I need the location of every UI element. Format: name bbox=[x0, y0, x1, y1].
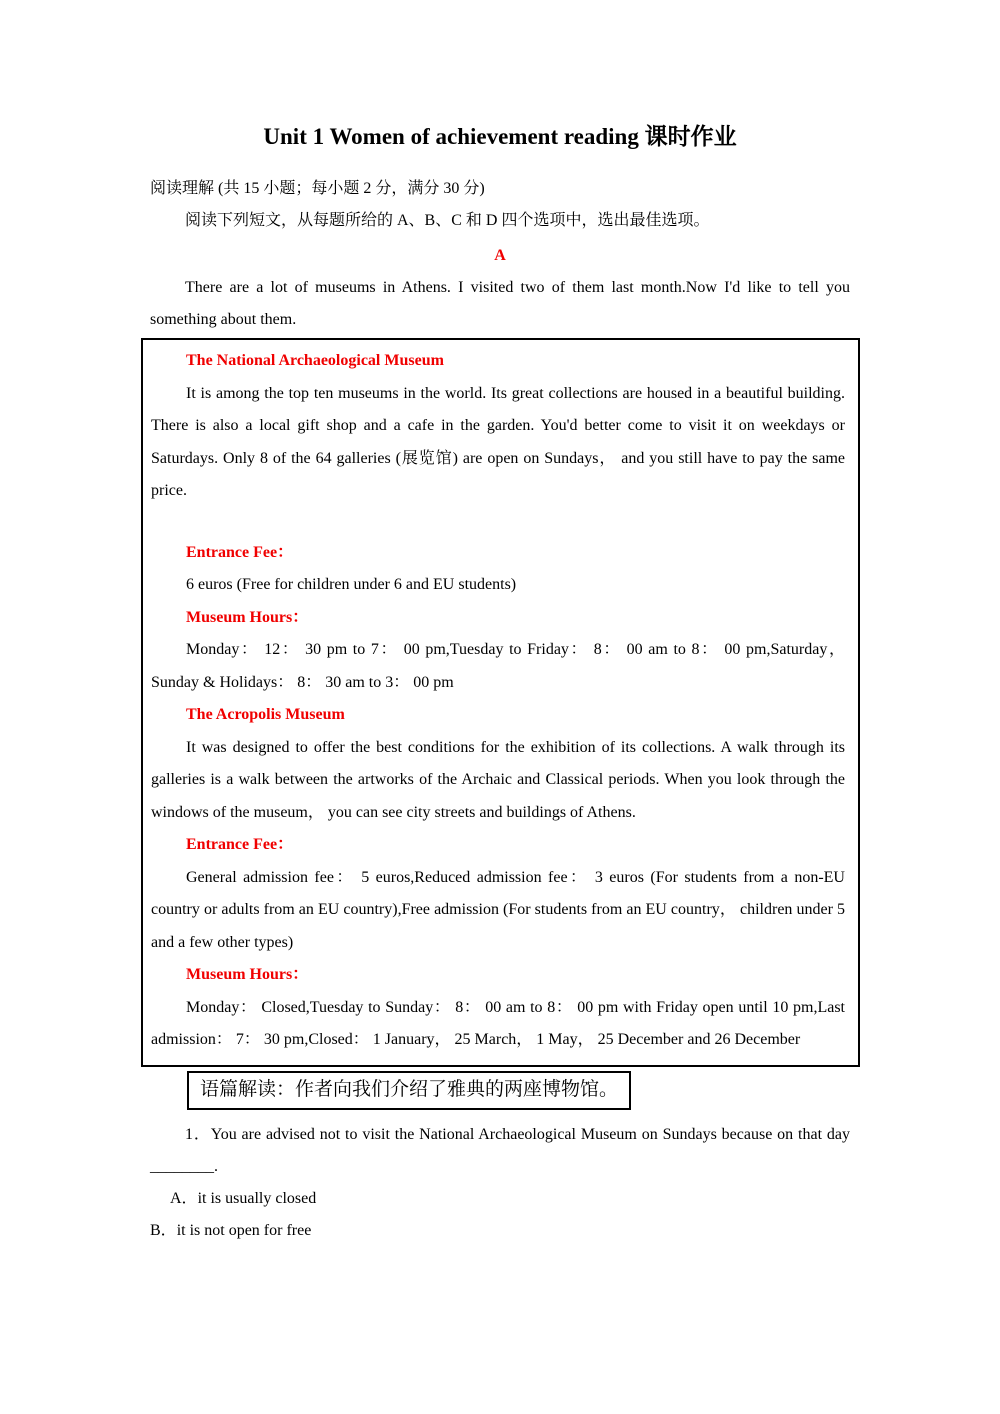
option-b-label: B． bbox=[150, 1221, 177, 1239]
question-1-option-b bbox=[150, 1215, 850, 1247]
passage-analysis-note-text: 语篇解读：作者向我们介绍了雅典的两座博物馆。 bbox=[200, 1078, 619, 1100]
instructions-line-2: 阅读下列短文，从每题所给的 A、B、C 和 D 四个选项中，选出最佳选项。 bbox=[185, 212, 710, 229]
question-1-option-a bbox=[170, 1183, 850, 1215]
museum1-description: It is among the top ten museums in the world. Its great collections are housed in a beautiful building. There is also a local gift shop and a cafe in the garden. You'd better come to visit it on weekdays or Saturdays. Only 8 of the 64 galleries (展览馆) are open on Sundays， and you still have to pay the same price. bbox=[151, 384, 845, 499]
museum2-description: It was designed to offer the best conditions for the exhibition of its collections. A walk through its galleries is a walk between the artworks of the Archaic and Classical periods. When you look through the windows of the museum， you can see city streets and buildings of Athens. bbox=[151, 738, 845, 821]
intro-paragraph: There are a lot of museums in Athens. I visited two of them last month.Now I'd like to tell you something about them. bbox=[150, 279, 850, 328]
passage-analysis-note-box bbox=[187, 1071, 631, 1110]
museum1-entrance-fee-value: 6 euros (Free for children under 6 and EU students) bbox=[186, 576, 517, 593]
museum2-hours-value: Monday： Closed,Tuesday to Sunday： 8： 00 am to 8： 00 pm with Friday open until 10 pm,Last admission： 7： 30 pm,Closed： 1 January， 25 March， 1 May， 25 December and 26 December bbox=[151, 998, 845, 1048]
museum1-entrance-fee-label: Entrance Fee： bbox=[186, 543, 294, 561]
museum1-hours-label: Museum Hours： bbox=[186, 608, 309, 626]
page-title: Unit 1 Women of achievement reading 课时作业 bbox=[263, 124, 737, 149]
museum1-hours-value: Monday： 12： 30 pm to 7： 00 pm,Tuesday to Friday： 8： 00 am to 8： 00 pm,Saturday， Sunday & Holidays： 8： 30 am to 3： 00 pm bbox=[151, 641, 845, 691]
question-1-stem: 1．You are advised not to visit the National Archaeological Museum on Sundays because on that day ________. bbox=[150, 1125, 850, 1175]
instructions-line-1: 阅读理解 (共 15 小题；每小题 2 分，满分 30 分) bbox=[150, 180, 485, 197]
blank-line-spacer bbox=[151, 508, 845, 537]
passage-section-label: A bbox=[494, 247, 506, 264]
option-a-label: A． bbox=[170, 1189, 198, 1207]
option-b-text: it is not open for free bbox=[176, 1221, 312, 1239]
museum2-entrance-fee-label: Entrance Fee： bbox=[186, 836, 294, 853]
passage-box bbox=[141, 338, 860, 1067]
museum1-heading: The National Archaeological Museum bbox=[186, 352, 444, 369]
museum2-hours-label: Museum Hours： bbox=[186, 966, 309, 983]
option-a-text: it is usually closed bbox=[197, 1189, 317, 1207]
museum2-heading: The Acropolis Museum bbox=[186, 706, 345, 723]
museum2-entrance-fee-value: General admission fee： 5 euros,Reduced admission fee： 3 euros (For students from a non-EU country or adults from an EU country),Free admission (For students from an EU country， children under 5 and a few other types) bbox=[151, 868, 845, 951]
